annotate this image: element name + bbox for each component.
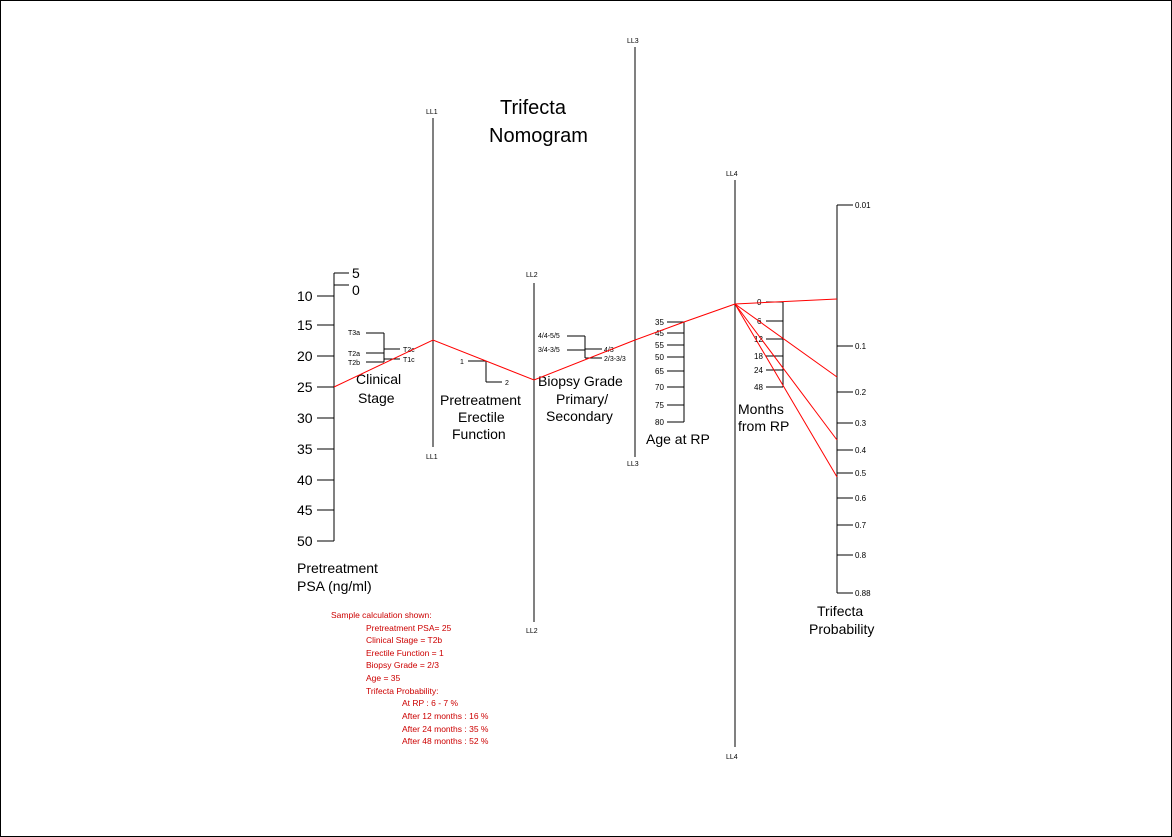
stage-label-t2c: T2c bbox=[403, 347, 415, 354]
sample-input-stage: Clinical Stage = T2b bbox=[366, 635, 443, 645]
sample-result-24-months: After 24 months : 35 % bbox=[402, 724, 489, 734]
biopsy-grade-scale bbox=[538, 333, 626, 424]
probability-axis-title-line-2: Probability bbox=[809, 621, 875, 637]
ll4-top-label: LL4 bbox=[726, 171, 738, 178]
sample-result-48-months: After 48 months : 52 % bbox=[402, 736, 489, 746]
bg-axis-title-line-3: Secondary bbox=[546, 408, 613, 424]
sample-heading: Sample calculation shown: bbox=[331, 610, 432, 620]
psa-tick-label: 30 bbox=[297, 410, 313, 426]
ll2-top-label: LL2 bbox=[526, 272, 538, 279]
psa-tick-label: 5 bbox=[352, 265, 360, 281]
probability-tick-label: 0.7 bbox=[855, 521, 867, 530]
ef-label-2: 2 bbox=[505, 380, 509, 387]
age-tick-label: 55 bbox=[655, 341, 664, 350]
sample-input-biopsy: Biopsy Grade = 2/3 bbox=[366, 660, 440, 670]
age-tick-label: 50 bbox=[655, 353, 664, 362]
psa-tick-label: 40 bbox=[297, 472, 313, 488]
stage-label-t1c: T1c bbox=[403, 357, 415, 364]
probability-tick-label: 0.3 bbox=[855, 419, 867, 428]
probability-axis bbox=[809, 201, 874, 637]
sample-calculation-text bbox=[331, 610, 489, 746]
psa-tick-label: 10 bbox=[297, 288, 313, 304]
psa-tick-label: 25 bbox=[297, 379, 313, 395]
months-tick-label: 24 bbox=[754, 366, 763, 375]
sample-result-12-months: After 12 months : 16 % bbox=[402, 711, 489, 721]
months-tick-label: 12 bbox=[754, 335, 763, 344]
probability-tick-label: 0.4 bbox=[855, 446, 867, 455]
sample-path-12-months bbox=[735, 304, 837, 377]
bg-label-44-55: 4/4-5/5 bbox=[538, 333, 560, 340]
stage-axis-title-line-2: Stage bbox=[358, 390, 395, 406]
bg-label-43: 4/3 bbox=[604, 347, 614, 354]
ll1-top-label: LL1 bbox=[426, 109, 438, 116]
months-tick-label: 48 bbox=[754, 383, 763, 392]
months-axis-title-line-2: from RP bbox=[738, 418, 790, 434]
reference-line-ll1 bbox=[426, 109, 438, 461]
reference-line-ll4 bbox=[726, 171, 738, 761]
age-axis bbox=[646, 318, 710, 447]
psa-tick-label: 15 bbox=[297, 317, 313, 333]
probability-axis-title-line-1: Trifecta bbox=[817, 603, 864, 619]
psa-axis-title-line-2: PSA (ng/ml) bbox=[297, 578, 372, 594]
ef-label-1: 1 bbox=[460, 359, 464, 366]
months-tick-label: 0 bbox=[757, 298, 762, 307]
psa-tick-label: 0 bbox=[352, 282, 360, 298]
stage-label-t2a: T2a bbox=[348, 351, 361, 358]
psa-axis bbox=[297, 265, 378, 594]
age-tick-label: 45 bbox=[655, 329, 664, 338]
title-line-2: Nomogram bbox=[489, 125, 588, 147]
ll2-bottom-label: LL2 bbox=[526, 628, 538, 635]
age-tick-label: 65 bbox=[655, 367, 664, 376]
bg-label-34-35: 3/4-3/5 bbox=[538, 347, 560, 354]
age-tick-label: 35 bbox=[655, 318, 664, 327]
ll1-bottom-label: LL1 bbox=[426, 454, 438, 461]
probability-tick-label: 0.1 bbox=[855, 342, 867, 351]
age-tick-label: 70 bbox=[655, 383, 664, 392]
reference-line-ll2 bbox=[526, 272, 538, 635]
sample-input-erectile: Erectile Function = 1 bbox=[366, 648, 444, 658]
probability-tick-label: 0.5 bbox=[855, 469, 867, 478]
erectile-function-scale bbox=[440, 359, 521, 442]
psa-tick-label: 35 bbox=[297, 441, 313, 457]
sample-probability-heading: Trifecta Probability: bbox=[366, 686, 439, 696]
months-axis-title-line-1: Months bbox=[738, 401, 784, 417]
title-line-1: Trifecta bbox=[500, 97, 566, 119]
ll3-bottom-label: LL3 bbox=[627, 461, 639, 468]
stage-axis-title-line-1: Clinical bbox=[356, 371, 402, 387]
psa-tick-label: 45 bbox=[297, 502, 313, 518]
sample-result-at-rp: At RP : 6 - 7 % bbox=[402, 698, 459, 708]
bg-label-23-33: 2/3-3/3 bbox=[604, 356, 626, 363]
sample-input-age: Age = 35 bbox=[366, 673, 401, 683]
bg-axis-title-line-2: Primary/ bbox=[556, 391, 609, 407]
months-tick-label: 18 bbox=[754, 352, 763, 361]
sample-path-at-rp bbox=[735, 299, 837, 304]
stage-label-t2b: T2b bbox=[348, 360, 361, 367]
probability-tick-label: 0.88 bbox=[855, 589, 871, 598]
stage-label-t3a: T3a bbox=[348, 330, 361, 337]
ef-axis-title-line-3: Function bbox=[452, 426, 506, 442]
psa-tick-label: 50 bbox=[297, 533, 313, 549]
probability-tick-label: 0.6 bbox=[855, 494, 867, 503]
age-tick-label: 75 bbox=[655, 401, 664, 410]
probability-tick-label: 0.01 bbox=[855, 201, 871, 210]
ll4-bottom-label: LL4 bbox=[726, 754, 738, 761]
age-tick-label: 80 bbox=[655, 418, 664, 427]
probability-tick-label: 0.2 bbox=[855, 388, 867, 397]
months-tick-label: 6 bbox=[757, 317, 762, 326]
psa-axis-title-line-1: Pretreatment bbox=[297, 560, 378, 576]
ef-axis-title-line-2: Erectile bbox=[458, 409, 505, 425]
ef-axis-title-line-1: Pretreatment bbox=[440, 392, 521, 408]
psa-tick-label: 20 bbox=[297, 348, 313, 364]
sample-input-psa: Pretreatment PSA= 25 bbox=[366, 623, 452, 633]
age-axis-title: Age at RP bbox=[646, 431, 710, 447]
bg-axis-title-line-1: Biopsy Grade bbox=[538, 373, 623, 389]
sample-path-48-months bbox=[735, 304, 837, 477]
ll3-top-label: LL3 bbox=[627, 38, 639, 45]
reference-line-ll3 bbox=[627, 38, 639, 468]
probability-tick-label: 0.8 bbox=[855, 551, 867, 560]
clinical-stage-scale bbox=[348, 330, 415, 406]
